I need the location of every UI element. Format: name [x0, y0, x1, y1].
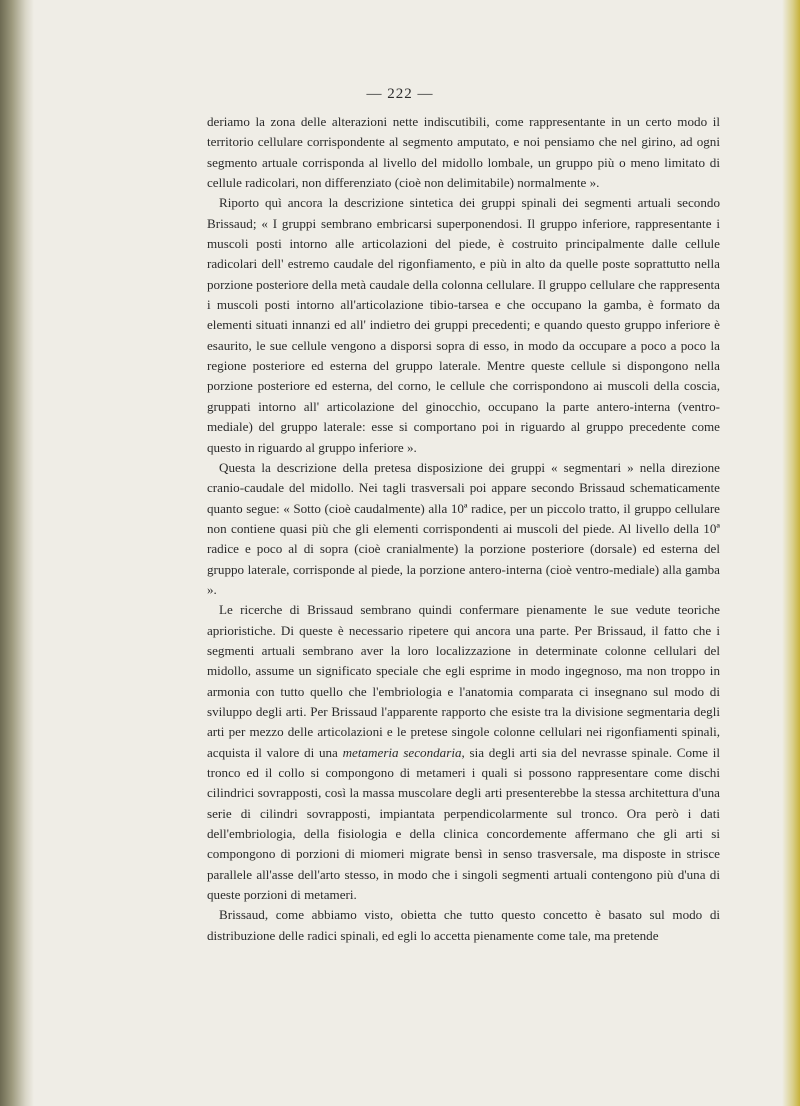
page-number: — 222 — [366, 86, 434, 102]
paragraph: Questa la descrizione della pretesa disposizione dei gruppi « segmentari » nella direzione cranio-caudale del midollo. Nei tagli trasversali poi appare secondo Brissaud schematicamente quanto segue: « Sotto (cioè caudalmente) alla 10ª radice, per un piccolo tratto, il gruppo cellulare non contiene quasi più che gli elementi corrispondenti ai muscoli del piede. Al livello della 10ª radice e poco al di sopra (cioè cranialmente) la porzione posteriore (dorsale) ed esterna del gruppo laterale, corrisponde al piede, la porzione antero-interna (cioè ventro-mediale) alla gamba ». [207, 459, 720, 597]
page-edge [782, 0, 800, 1106]
paragraph: deriamo la zona delle alterazioni nette indiscutibili, come rappresentante in un certo modo il territorio cellulare corrispondente al segmento amputato, e noi pensiamo che nel girino, ad ogni segmento artuale corrisponda al livello del midollo lombale, un gruppo più o meno limitato di cellule radicolari, non differenziato (cioè non delimitabile) normalmente ». [207, 114, 720, 191]
italic-term: metameria secondaria, [342, 744, 465, 760]
binding-gutter [0, 0, 34, 1106]
paragraph-text: sia degli arti sia del nevrasse spinale. Come il tronco ed il collo si compongono di metameri i quali si possono rappresentare come dischi cilindrici sovrapposti, così la massa muscolare degli arti presenterebbe la stessa architettura d'una serie di cilindri sovrapposti, impiantata perpendicolarmente sul tronco. Ora però i dati dell'embriologia, della fisiologia e della clinica concordemente affermano che gli arti si compongono di porzioni di miomeri migrate bensì in senso trasversale, ma disposte in strisce parallele all'asse dell'arto stesso, in modo che i singoli segmenti artuali contengono più d'una di queste porzioni di metameri. [207, 744, 720, 903]
paragraph: Brissaud, come abbiamo visto, obietta che tutto questo concetto è basato sul modo di distribuzione delle radici spinali, ed egli lo accetta pienamente come tale, ma pretende [207, 907, 720, 943]
paragraph [207, 600, 720, 905]
body-text [207, 112, 720, 946]
paragraph: Riporto quì ancora la descrizione sintetica dei gruppi spinali dei segmenti artuali secondo Brissaud; « I gruppi sembrano embricarsi superponendosi. Il gruppo inferiore, rappresentante i muscoli posti intorno alle articolazioni del piede, è costruito principalmente dalle cellule radicolari dell' estremo caudale del rigonfiamento, e più in alto da quelle poste soprattutto nella porzione posteriore della metà caudale della colonna cellulare. Il gruppo cellulare che rappresenta i muscoli posti intorno all'articolazione tibio-tarsea e che occupano la gamba, è formato da elementi situati innanzi ed all' indietro dei gruppi precedenti; e quando questo gruppo inferiore è esaurito, le sue cellule vengono a disporsi sopra di esso, in modo da occupare a poco a poco la regione posteriore ed esterna del gruppo laterale. Mentre queste cellule si dispongono nella porzione posteriore ed esterna, del corno, le cellule che corrispondono ai muscoli della coscia, gruppati intorno all' articolazione del ginocchio, occupano la parte antero-interna (ventro-mediale) del gruppo laterale: esse si comportano poi in riguardo al gruppo precedente come questo in riguardo al gruppo inferiore ». [207, 195, 720, 455]
paragraph-text: Le ricerche di Brissaud sembrano quindi confermare pienamente le sue vedute teoriche aprioristiche. Di queste è necessario ripetere qui ancora una parte. Per Brissaud, il fatto che i segmenti artuali sembrano aver la loro localizzazione in determinate colonne cellulari del midollo, assume un significato speciale che egli esprime in modo ingegnoso, ma non troppo in armonia con tutto quello che l'embriologia e l'anatomia comparata ci insegnano sul modo di sviluppo degli arti. Per Brissaud l'apparente rapporto che esiste tra la divisione segmentaria degli arti per mezzo delle articolazioni e le pretese singole colonne cellulari nei rigonfiamenti spinali, acquista il valore di una [207, 602, 720, 760]
